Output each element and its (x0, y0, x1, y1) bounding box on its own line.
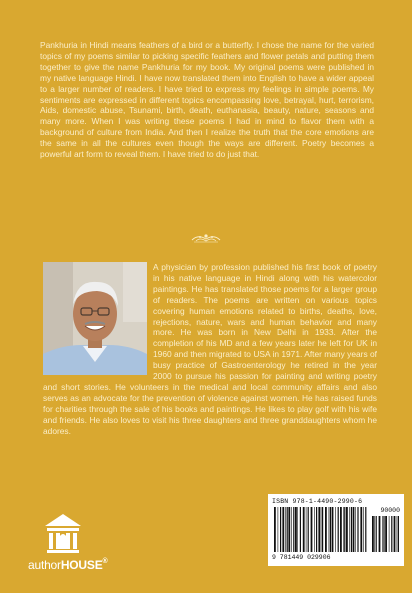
ean-digits: 9 781449 029906 (272, 554, 331, 561)
addon-barcode-bars (372, 516, 400, 552)
authorhouse-logo-icon (43, 512, 83, 554)
back-cover-blurb: Pankhuria in Hindi means feathers of a bird or a butterfly. I chose the name for the varied topics of my poems similar to picking specific feathers and flower petals and putting them together to give the name Pankhuria for my book. My original poems were published in my native language Hindi. I have now translated them into English to have a wider appeal to a larger number of readers. I have tried to express my feelings in simple poems. My sentiments are expressed in different topics encompassing love, betrayal, hurt, terrorism, Aids, domestic abuse, Tsunami, birth, death, euthanasia, beauty, nature, seasons and many more. When I was writing these poems I had in mind to flavor them with a background of culture from India. And then I realize the truth that the core emotions are the same in all the cultures even though the ways are different. Poetry becomes a powerful art form to reveal them. I have tried to do just that. (40, 40, 374, 160)
ean-barcode-bars (274, 507, 368, 552)
author-bio: A physician by profession published his first book of poetry in his native language in Hindi along with his watercolor paintings. He has translated those poems for a larger group of readers. The poems are written on various topics covering human emotions related to births, deaths, love, rejections, nature, wars and human behavior and many more. He was born in New Delhi in 1933. After the completion of his MD and a few years later he left for UK in 1960 and then migrated to USA in 1971. After many years of busy practice of Gastroenterology he retired in the year 2000 to pursue his passion for painting and writing poetry and short stories. He volunteers in the medical and local community affairs and also serves as an advocate for the prevention of violence against women. He has raised funds for charities through the sale of his books and paintings. He likes to play golf with his wife and friends. He also loves to visit his three daughters and three granddaughters whom he adores. (43, 262, 377, 436)
isbn-barcode (268, 494, 404, 566)
price-code: 90000 (380, 507, 400, 514)
publisher-name: authorHOUSE® (28, 558, 108, 572)
publisher-logo (28, 512, 108, 582)
isbn-label: ISBN 978-1-4490-2990-6 (272, 498, 363, 505)
flourish-ornament-icon (190, 232, 222, 244)
